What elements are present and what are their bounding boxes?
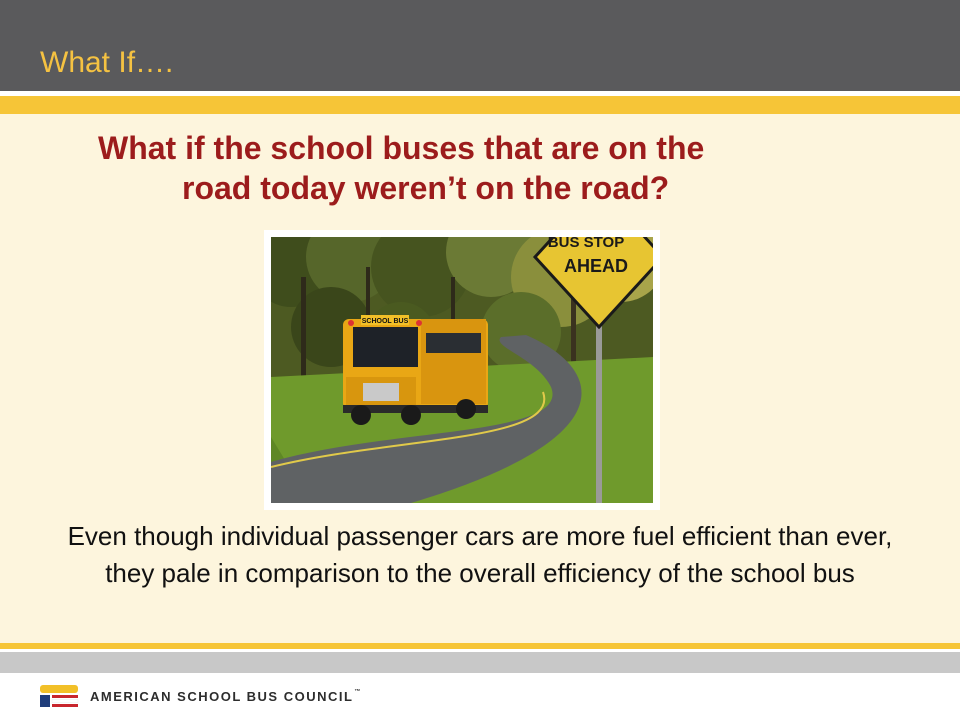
slide-title: What If….	[40, 46, 174, 79]
headline-line-1: What if the school buses that are on the	[98, 130, 705, 166]
logo-trademark: ™	[354, 688, 362, 695]
gray-divider-bottom	[0, 652, 960, 673]
sign-text-line-2: AHEAD	[563, 256, 629, 276]
school-bus	[343, 315, 488, 425]
school-bus-flag-icon	[38, 683, 80, 709]
logo	[38, 683, 362, 709]
logo-text	[90, 689, 362, 704]
school-bus-photo	[264, 230, 660, 510]
bus-label: SCHOOL BUS	[361, 318, 409, 325]
school-bus-illustration	[271, 237, 653, 503]
headline-line-2: road today weren’t on the road?	[182, 170, 670, 206]
gold-divider-top	[0, 96, 960, 114]
headline	[60, 128, 880, 208]
sign-post	[596, 317, 602, 503]
sign-text-line-1: BUS STOP	[547, 237, 625, 251]
gold-divider-bottom	[0, 643, 960, 649]
body-text: Even though individual passenger cars are more fuel efficient than ever, they pale in comparison to the overall efficiency of the school bus	[67, 521, 893, 588]
logo-name: AMERICAN SCHOOL BUS COUNCIL	[90, 688, 354, 704]
